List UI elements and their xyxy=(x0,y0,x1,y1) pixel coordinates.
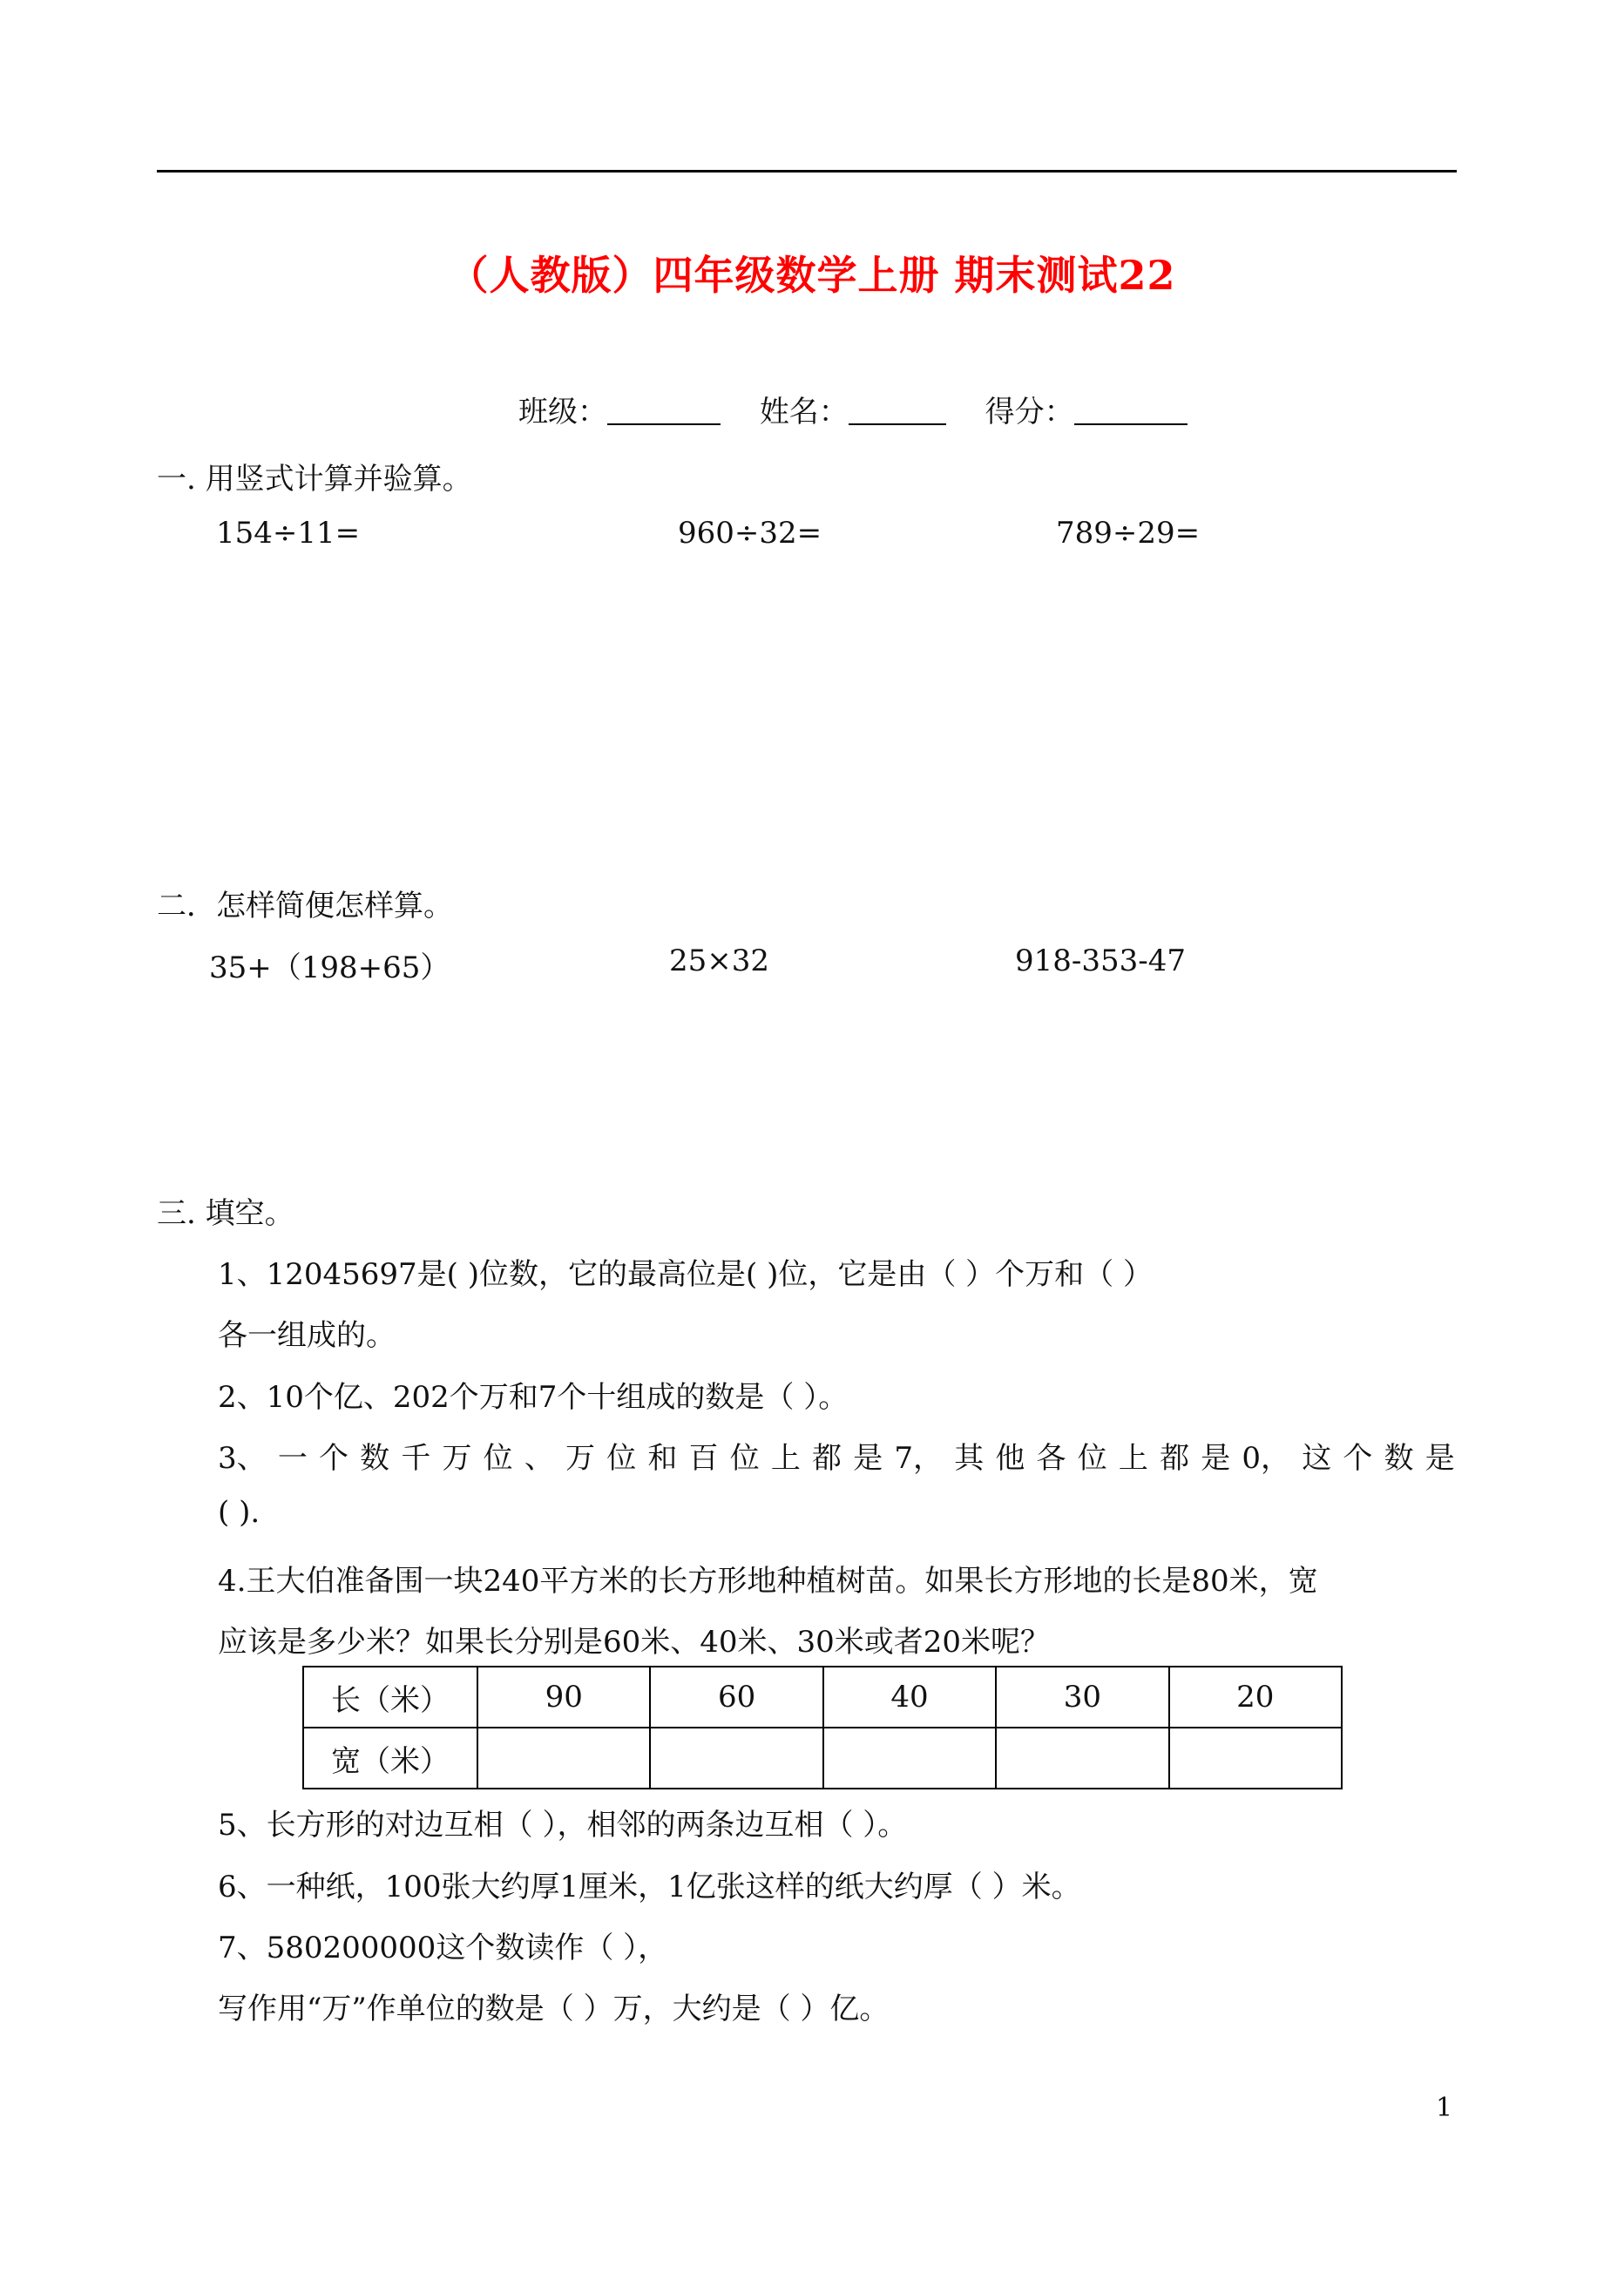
section3-heading: 三. 填空。 xyxy=(157,1196,294,1231)
class-label: 班级： xyxy=(518,395,607,430)
q3-char: 7， xyxy=(894,1441,944,1476)
student-info-row xyxy=(518,388,1217,430)
q3-char: 各 xyxy=(1036,1441,1066,1476)
table-header-length: 长（米） xyxy=(303,1667,477,1728)
section2-heading: 二．怎样简便怎样算。 xyxy=(157,889,453,923)
section1-problem-3: 789÷29= xyxy=(1056,516,1201,551)
class-blank[interactable] xyxy=(607,397,721,425)
table-header-width: 宽（米） xyxy=(303,1728,477,1789)
table-cell-width-blank[interactable] xyxy=(1169,1728,1342,1789)
score-blank[interactable] xyxy=(1074,397,1188,425)
q3-char: 个 xyxy=(1343,1441,1373,1476)
q3-char: 百 xyxy=(688,1441,719,1476)
score-field xyxy=(985,388,1188,430)
name-blank[interactable] xyxy=(849,397,946,425)
section1-problem-2: 960÷32= xyxy=(678,516,822,551)
q3-char: 万 xyxy=(565,1441,596,1476)
q3-char: 个 xyxy=(318,1441,348,1476)
q3-char: 位 xyxy=(1077,1441,1107,1476)
question-4-line-1: 4.王大伯准备围一块240平方米的长方形地种植树苗。如果长方形地的长是80米，宽 xyxy=(218,1564,1318,1599)
q3-char: 其 xyxy=(954,1441,985,1476)
header-rule xyxy=(157,170,1457,172)
name-label: 姓名： xyxy=(759,395,849,430)
q3-char: 他 xyxy=(995,1441,1025,1476)
q3-char: 和 xyxy=(647,1441,678,1476)
q3-char: 0， xyxy=(1242,1441,1291,1476)
page-number: 1 xyxy=(1436,2093,1453,2123)
q3-char: 这 xyxy=(1302,1441,1332,1476)
name-field xyxy=(760,388,946,430)
table-cell-width-blank[interactable] xyxy=(477,1728,650,1789)
q3-char: 千 xyxy=(401,1441,431,1476)
q3-char: 是 xyxy=(1424,1441,1455,1476)
table-cell-length: 30 xyxy=(996,1667,1168,1728)
section2-problem-3: 918-353-47 xyxy=(1015,944,1187,978)
q3-char: 是 xyxy=(853,1441,883,1476)
table-cell-length: 60 xyxy=(650,1667,822,1728)
score-label: 得分： xyxy=(985,395,1074,430)
q3-char: 上 xyxy=(770,1441,801,1476)
q3-char: 数 xyxy=(360,1441,390,1476)
question-3-line-1 xyxy=(218,1434,1455,1477)
q3-char: 上 xyxy=(1118,1441,1148,1476)
question-6: 6、一种纸，100张大约厚1厘米，1亿张这样的纸大约厚（ ）米。 xyxy=(218,1870,1081,1904)
q3-char: 3、 xyxy=(218,1441,267,1476)
table-cell-width-blank[interactable] xyxy=(996,1728,1168,1789)
length-width-table xyxy=(302,1666,1343,1789)
section2-problem-2: 25×32 xyxy=(669,944,770,978)
question-1-line-2: 各一组成的。 xyxy=(218,1318,396,1353)
q3-char: 万 xyxy=(442,1441,472,1476)
question-2: 2、10个亿、202个万和7个十组成的数是（ ）。 xyxy=(218,1380,849,1415)
q3-char: 位 xyxy=(483,1441,513,1476)
table-cell-length: 20 xyxy=(1169,1667,1342,1728)
q3-char: 都 xyxy=(812,1441,842,1476)
question-7-line-2: 写作用“万”作单位的数是（ ）万，大约是（ ）亿。 xyxy=(218,1992,890,2026)
question-7-line-1: 7、580200000这个数读作（ ）， xyxy=(218,1931,668,1965)
q3-char: 数 xyxy=(1384,1441,1414,1476)
section1-heading: 一. 用竖式计算并验算。 xyxy=(157,462,472,497)
table-row xyxy=(303,1728,1342,1789)
q3-char: 位 xyxy=(606,1441,637,1476)
table-row xyxy=(303,1667,1342,1728)
question-3-line-2: ( ). xyxy=(218,1495,261,1530)
q3-char: 、 xyxy=(524,1441,554,1476)
q3-char: 是 xyxy=(1201,1441,1231,1476)
page-title: （人教版）四年级数学上册 期末测试22 xyxy=(448,252,1176,299)
q3-char: 位 xyxy=(729,1441,760,1476)
question-1-line-1: 1、12045697是( )位数，它的最高位是( )位，它是由（ ）个万和（ ） xyxy=(218,1257,1153,1292)
question-4-line-2: 应该是多少米？如果长分别是60米、40米、30米或者20米呢？ xyxy=(218,1625,1051,1660)
class-field xyxy=(518,388,721,430)
table-cell-length: 40 xyxy=(823,1667,996,1728)
table-cell-width-blank[interactable] xyxy=(823,1728,996,1789)
table-cell-length: 90 xyxy=(477,1667,650,1728)
question-5: 5、长方形的对边互相（ ），相邻的两条边互相（ ）。 xyxy=(218,1808,908,1843)
table-cell-width-blank[interactable] xyxy=(650,1728,822,1789)
section1-problem-1: 154÷11= xyxy=(216,516,361,551)
q3-char: 都 xyxy=(1160,1441,1190,1476)
section2-problem-1: 35+（198+65） xyxy=(209,950,450,985)
q3-char: 一 xyxy=(277,1441,308,1476)
